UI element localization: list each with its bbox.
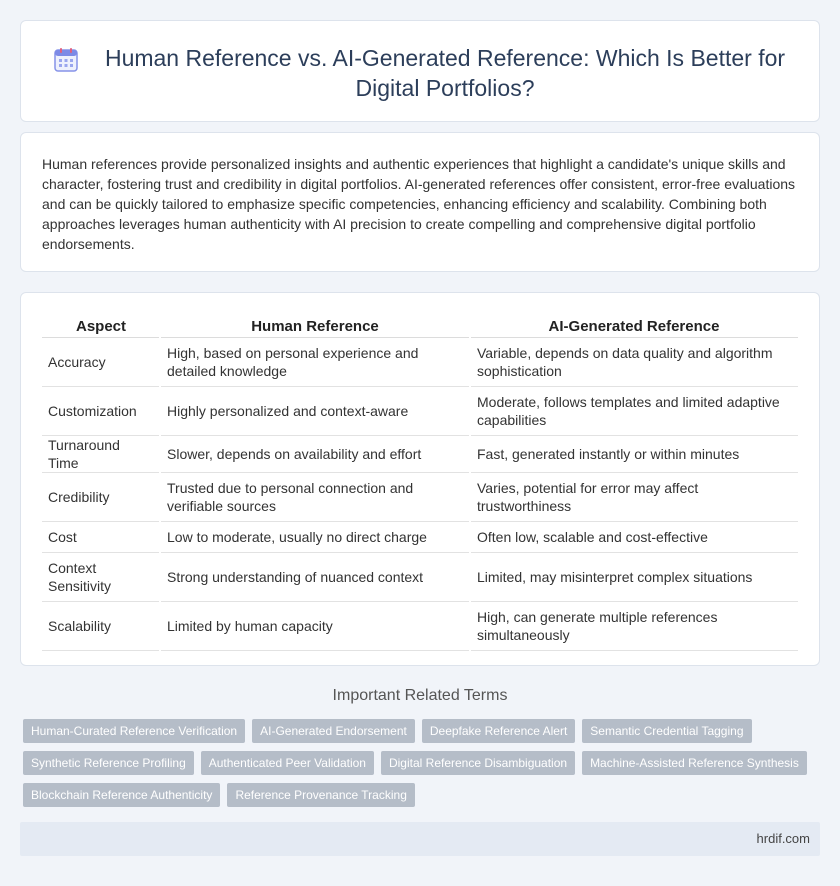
intro-card — [20, 132, 820, 272]
table-row — [42, 552, 798, 601]
related-term-tag[interactable]: Deepfake Reference Alert — [422, 719, 575, 743]
intro-paragraph: Human references provide personalized insights and authentic experiences that highlight a candidate's unique skills and character, fostering trust and credibility in digital portfolios. AI-generated references offer consistent, error-free evaluations and can be quickly tailored to emphasize specific competencies, enhancing efficiency and scalability. Combining both approaches leverages human authenticity with AI precision to create compelling and comprehensive digital portfolio endorsements. — [42, 156, 796, 252]
related-term-tag[interactable]: AI-Generated Endorsement — [252, 719, 415, 743]
related-term-tag[interactable]: Reference Provenance Tracking — [227, 783, 414, 807]
footer — [20, 822, 820, 856]
row-ai: Moderate, follows templates and limited adaptive capabilities — [470, 386, 798, 435]
header-human: Human Reference — [160, 313, 470, 337]
table-row — [42, 337, 798, 386]
related-term-tag[interactable]: Authenticated Peer Validation — [201, 751, 374, 775]
table-row — [42, 435, 798, 472]
related-terms-list — [23, 719, 813, 807]
page-title: Human Reference vs. AI-Generated Reference: Which Is Better for Digital Portfolios? — [104, 45, 786, 101]
row-human: Trusted due to personal connection and verifiable sources — [160, 472, 470, 521]
row-human: Highly personalized and context-aware — [160, 386, 470, 435]
row-aspect: Customization — [42, 386, 160, 435]
related-term-tag[interactable]: Synthetic Reference Profiling — [23, 751, 194, 775]
row-ai: Often low, scalable and cost-effective — [470, 521, 798, 552]
table-row — [42, 601, 798, 650]
table-row — [42, 521, 798, 552]
footer-site[interactable]: hrdif.com — [756, 831, 810, 846]
row-human: Low to moderate, usually no direct charge — [160, 521, 470, 552]
related-term-tag[interactable]: Digital Reference Disambiguation — [381, 751, 575, 775]
row-ai: Varies, potential for error may affect trustworthiness — [470, 472, 798, 521]
table-header-row — [42, 313, 798, 337]
row-ai: High, can generate multiple references simultaneously — [470, 601, 798, 650]
related-term-tag[interactable]: Blockchain Reference Authenticity — [23, 783, 220, 807]
related-term-tag[interactable]: Semantic Credential Tagging — [582, 719, 751, 743]
table-row — [42, 472, 798, 521]
row-aspect: Context Sensitivity — [42, 552, 160, 601]
row-human: Slower, depends on availability and effort — [160, 435, 470, 472]
row-ai: Fast, generated instantly or within minutes — [470, 435, 798, 472]
row-aspect: Scalability — [42, 601, 160, 650]
row-aspect: Accuracy — [42, 337, 160, 386]
row-ai: Limited, may misinterpret complex situations — [470, 552, 798, 601]
comparison-table — [42, 313, 798, 651]
related-terms-title: Important Related Terms — [332, 687, 508, 704]
related-term-tag[interactable]: Machine-Assisted Reference Synthesis — [582, 751, 807, 775]
table-row — [42, 386, 798, 435]
header-aspect: Aspect — [42, 313, 160, 337]
row-human: Strong understanding of nuanced context — [160, 552, 470, 601]
row-aspect: Cost — [42, 521, 160, 552]
row-aspect: Credibility — [42, 472, 160, 521]
calendar-icon — [53, 47, 79, 73]
comparison-card — [20, 292, 820, 666]
row-human: High, based on personal experience and detailed knowledge — [160, 337, 470, 386]
row-aspect: Turnaround Time — [42, 435, 160, 472]
title-card — [20, 20, 820, 122]
row-human: Limited by human capacity — [160, 601, 470, 650]
header-ai: AI-Generated Reference — [470, 313, 798, 337]
row-ai: Variable, depends on data quality and algorithm sophistication — [470, 337, 798, 386]
related-term-tag[interactable]: Human-Curated Reference Verification — [23, 719, 245, 743]
